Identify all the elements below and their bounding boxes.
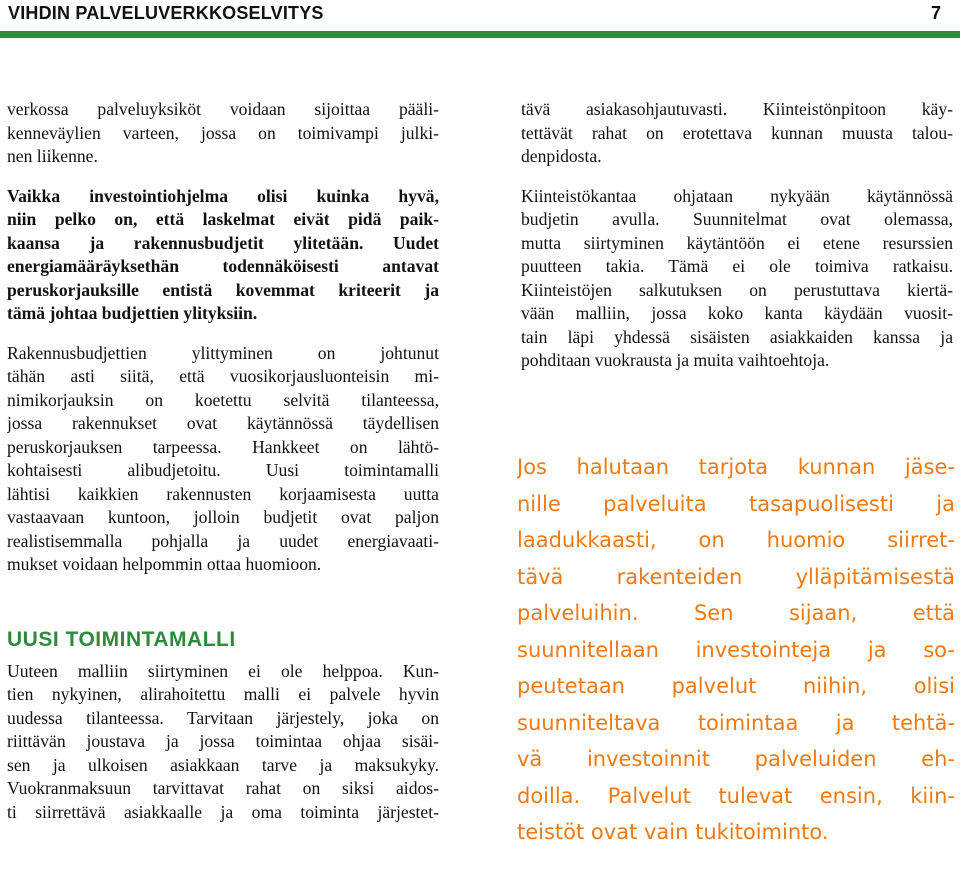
document-title: VIHDIN PALVELUVERKKOSELVITYS <box>8 3 324 23</box>
text-line: kaansa ja rakennusbudjetit ylitetään. Uudet <box>7 232 439 253</box>
text-line: sen ja ulkoisen asiakkaan tarve ja maksukyky. <box>7 754 439 775</box>
quote-line: suunniteltava toimintaa ja tehtä- <box>517 710 955 735</box>
quote-line: doilla. Palvelut tulevat ensin, kiin- <box>517 783 955 808</box>
text-line: lähtisi kaikkien rakennusten korjaamisesta uutta <box>7 483 439 504</box>
text-line: nimikorjauksin on koetettu selvitä tilanteessa, <box>7 389 439 410</box>
paragraph-intro <box>7 98 439 169</box>
paragraph-property-portfolio <box>521 185 953 373</box>
quote-line: vä investoinnit palveluiden eh- <box>517 747 955 771</box>
text-line: pohditaan vuokrausta ja muita vaihtoehtoja. <box>521 350 830 370</box>
text-line: Vuokranmaksuun tarvittavat rahat on siksi aidos- <box>7 778 439 798</box>
text-line: tien nykyinen, alirahoitettu malli ei palvele hyvin <box>7 684 439 704</box>
quote-line: peutetaan palvelut niihin, olisi <box>517 674 955 698</box>
text-line: nen liikenne. <box>7 146 98 166</box>
text-line: Uuteen malliin siirtyminen ei ole helppoa. Kun- <box>7 660 439 681</box>
text-line: tain läpi yhdessä sisäisten asiakkaiden kanssa ja <box>521 326 953 347</box>
text-line: tähän asti siitä, että vuosikorjausluonteisin mi- <box>7 366 439 386</box>
left-column <box>7 98 439 824</box>
quote-line: suunnitellaan investointeja ja so- <box>517 637 955 662</box>
text-line: niin pelko on, että laskelmat eivät pidä paik- <box>7 209 439 229</box>
paragraph-continuation <box>521 98 953 169</box>
paragraph-bold <box>7 185 439 326</box>
page-header <box>0 0 960 46</box>
text-line: budjetin avulla. Suunnitelmat ovat olemassa, <box>521 209 953 229</box>
text-line: Vaikka investointiohjelma olisi kuinka hyvä, <box>7 185 439 206</box>
text-line: tämä johtaa budjettien ylityksiin. <box>7 303 258 323</box>
text-line: mutta siirtyminen käytäntöön ei etene resurssien <box>521 232 953 253</box>
quote-line: laadukkaasti, on huomio siirret- <box>517 528 955 552</box>
text-line: kenneväylien varteen, jossa on toimivampi julki- <box>7 122 439 143</box>
header-rule <box>0 31 960 38</box>
text-line: denpidosta. <box>521 146 602 166</box>
paragraph-budget <box>7 342 439 577</box>
text-line: verkossa palveluyksiköt voidaan sijoittaa pääli- <box>7 99 439 119</box>
text-line: ti siirrettävä asiakkaalle ja oma toiminta järjestet- <box>7 801 439 822</box>
text-line: vastaavaan kuntoon, jolloin budjetit ovat paljon <box>7 507 439 527</box>
right-column <box>521 98 953 373</box>
quote-line: Jos halutaan tarjota kunnan jäse- <box>517 455 955 479</box>
pull-quote <box>517 449 955 851</box>
text-line: tävä asiakasohjautuvasti. Kiinteistönpitoon käy- <box>521 99 953 119</box>
text-line: realistisemmalla pohjalla ja uudet energiavaati- <box>7 530 439 551</box>
text-line: riittävän joustava ja jossa toimintaa ohjaa sisäi- <box>7 731 439 751</box>
text-line: vään malliin, jossa koko kanta käydään vuosit- <box>521 303 953 323</box>
quote-line: nille palveluita tasapuolisesti ja <box>517 491 955 516</box>
text-line: energiamääräyksethän todennäköisesti antavat <box>7 256 439 276</box>
section-heading: UUSI TOIMINTAMALLI <box>7 627 236 651</box>
page-number: 7 <box>930 3 941 23</box>
text-line: tettävät rahat on erotettava kunnan muusta talou- <box>521 122 953 143</box>
quote-line: teistöt ovat vain tukitoiminto. <box>517 820 829 844</box>
text-line: mukset voidaan helpommin ottaa huomioon. <box>7 554 322 574</box>
text-line: uudessa tilanteessa. Tarvitaan järjestely, joka on <box>7 707 439 728</box>
text-line: Rakennusbudjettien ylittyminen on johtunut <box>7 342 439 363</box>
text-line: peruskorjauksen tarpeessa. Hankkeet on lähtö- <box>7 436 439 457</box>
text-line: Kiinteistöjen salkutuksen on perustuttava kiertä- <box>521 279 953 300</box>
text-line: kohtaisesti alibudjetoitu. Uusi toimintamalli <box>7 460 439 480</box>
text-line: Kiinteistökantaa ohjataan nykyään käytännössä <box>521 185 953 206</box>
quote-line: tävä rakenteiden ylläpitämisestä <box>517 564 955 589</box>
text-line: puutteen takia. Tämä ei ole toimiva ratkaisu. <box>521 256 953 276</box>
paragraph-new-model <box>7 660 439 825</box>
text-line: peruskorjauksille entistä kovemmat kriteerit ja <box>7 279 439 300</box>
text-line: jossa rakennukset ovat käytännössä täydellisen <box>7 413 439 433</box>
quote-line: palveluihin. Sen sijaan, että <box>517 601 955 625</box>
